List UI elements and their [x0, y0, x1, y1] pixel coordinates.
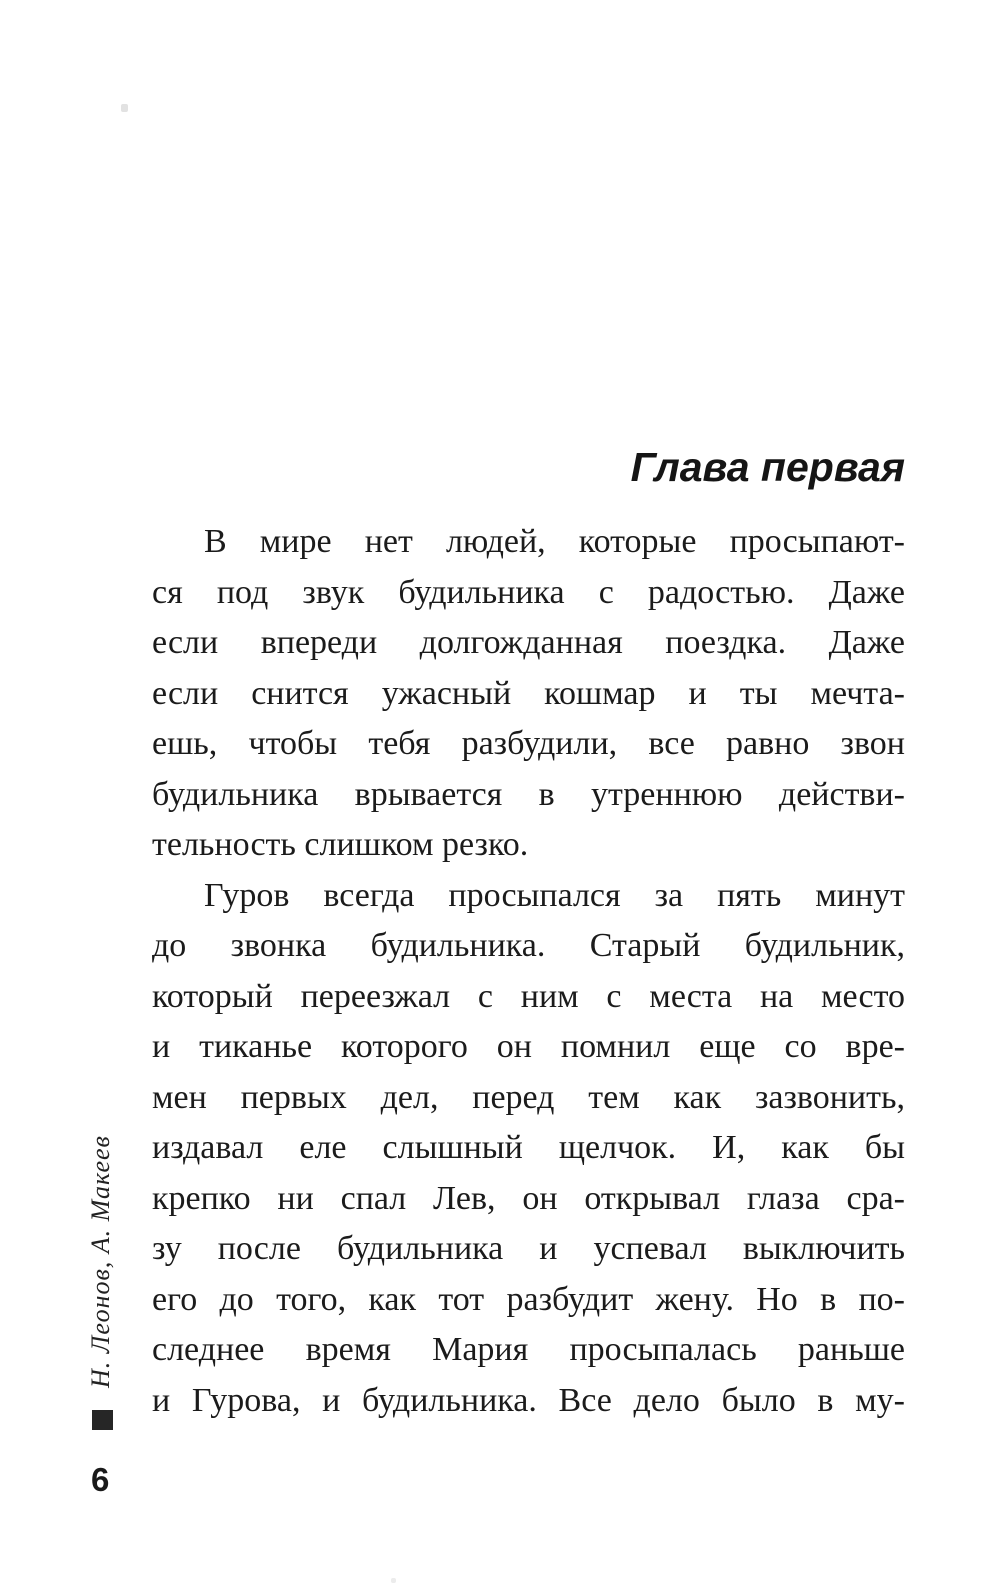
text-line: следнее время Мария просыпалась раньше	[152, 1331, 905, 1368]
text-line: до звонка будильника. Старый будильник,	[152, 927, 905, 964]
text-line: если впереди долгожданная поездка. Даже	[152, 624, 905, 661]
text-line: который переезжал с ним с места на место	[152, 977, 905, 1015]
chapter-heading: Глава первая	[630, 444, 905, 490]
text-line: если снится ужасный кошмар и ты мечта-	[152, 674, 905, 712]
text-line: и Гурова, и будильника. Все дело было в му-	[152, 1381, 905, 1419]
text-line: издавал еле слышный щелчок. И, как бы	[152, 1129, 905, 1166]
section-marker-square	[92, 1410, 113, 1430]
text-line: крепко ни спал Лев, он открывал глаза сра-	[152, 1179, 905, 1217]
text-line: его до того, как тот разбудит жену. Но в по-	[152, 1280, 905, 1318]
scan-speck	[121, 104, 128, 112]
text-line: ся под звук будильника с радостью. Даже	[152, 573, 905, 611]
text-line: тельность слишком резко.	[152, 826, 529, 863]
paragraph	[152, 871, 905, 1427]
page-number: 6	[91, 1461, 110, 1498]
text-line: Гуров всегда просыпался за пять минут	[204, 876, 905, 914]
text-line: ешь, чтобы тебя разбудили, все равно звон	[152, 725, 905, 762]
scan-speck	[391, 1578, 396, 1583]
text-line: будильника врывается в утреннюю действи-	[152, 775, 905, 813]
text-line: мен первых дел, перед тем как зазвонить,	[152, 1078, 905, 1116]
text-line: В мире нет людей, которые просыпают-	[204, 523, 905, 560]
paragraph	[152, 517, 905, 871]
body-text	[152, 517, 905, 1426]
text-line: и тиканье которого он помнил еще со вре-	[152, 1028, 905, 1065]
text-line: зу после будильника и успевал выключить	[152, 1230, 905, 1267]
sidebar-author-label: Н. Леонов, А. Макеев	[86, 1135, 115, 1388]
